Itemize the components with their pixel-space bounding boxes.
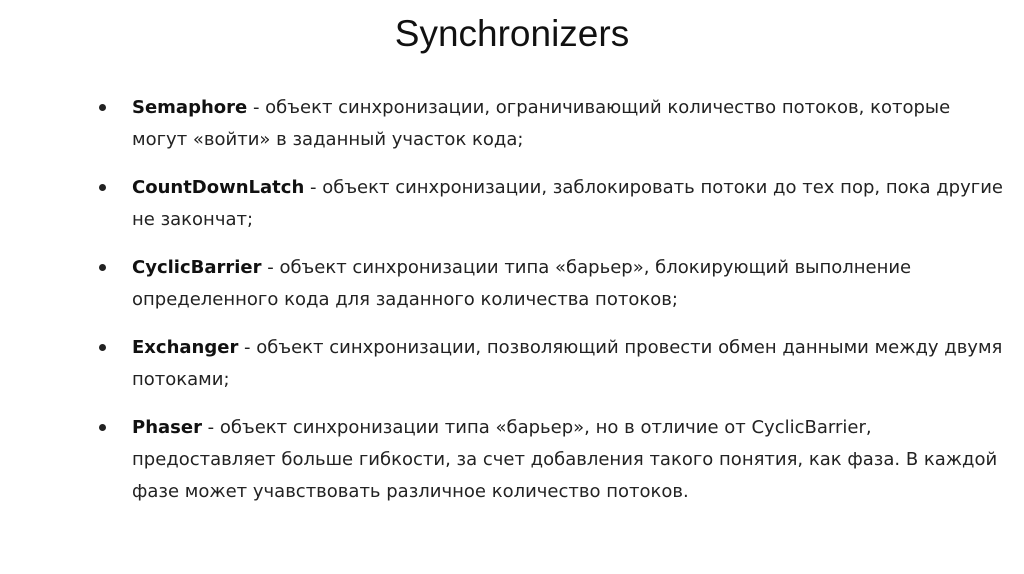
bullet-description: - объект синхронизации типа «барьер», блокирующий выполнение определенного кода для заданного количества потоков; <box>132 257 912 310</box>
bullet-item-semaphore <box>96 92 1006 156</box>
bullet-term: CountDownLatch <box>132 177 305 198</box>
bullet-dot-icon <box>99 344 106 351</box>
slide-title: Synchronizers <box>394 13 630 54</box>
bullet-description: - объект синхронизации, ограничивающий количество потоков, которые могут «войти» в заданный участок кода; <box>132 97 951 150</box>
bullet-item-phaser <box>96 412 1006 508</box>
bullet-dot-icon <box>99 424 106 431</box>
bullet-item-countdownlatch <box>96 172 1006 236</box>
bullet-term: Exchanger <box>132 337 239 358</box>
bullet-list <box>96 92 1006 524</box>
bullet-dot-icon <box>99 184 106 191</box>
bullet-description: - объект синхронизации, позволяющий провести обмен данными между двумя потоками; <box>132 337 1003 390</box>
bullet-description: - объект синхронизации типа «барьер», но в отличие от CyclicBarrier, предоставляет больше гибкости, за счет добавления такого понятия, как фаза. В каждой фазе может учавствовать различное количество потоков. <box>132 417 998 502</box>
bullet-term: Semaphore <box>132 97 248 118</box>
bullet-dot-icon <box>99 104 106 111</box>
bullet-item-cyclicbarrier <box>96 252 1006 316</box>
bullet-description: - объект синхронизации, заблокировать потоки до тех пор, пока другие не закончат; <box>132 177 1003 230</box>
bullet-dot-icon <box>99 264 106 271</box>
bullet-term: Phaser <box>132 417 202 438</box>
bullet-term: CyclicBarrier <box>132 257 262 278</box>
bullet-item-exchanger <box>96 332 1006 396</box>
